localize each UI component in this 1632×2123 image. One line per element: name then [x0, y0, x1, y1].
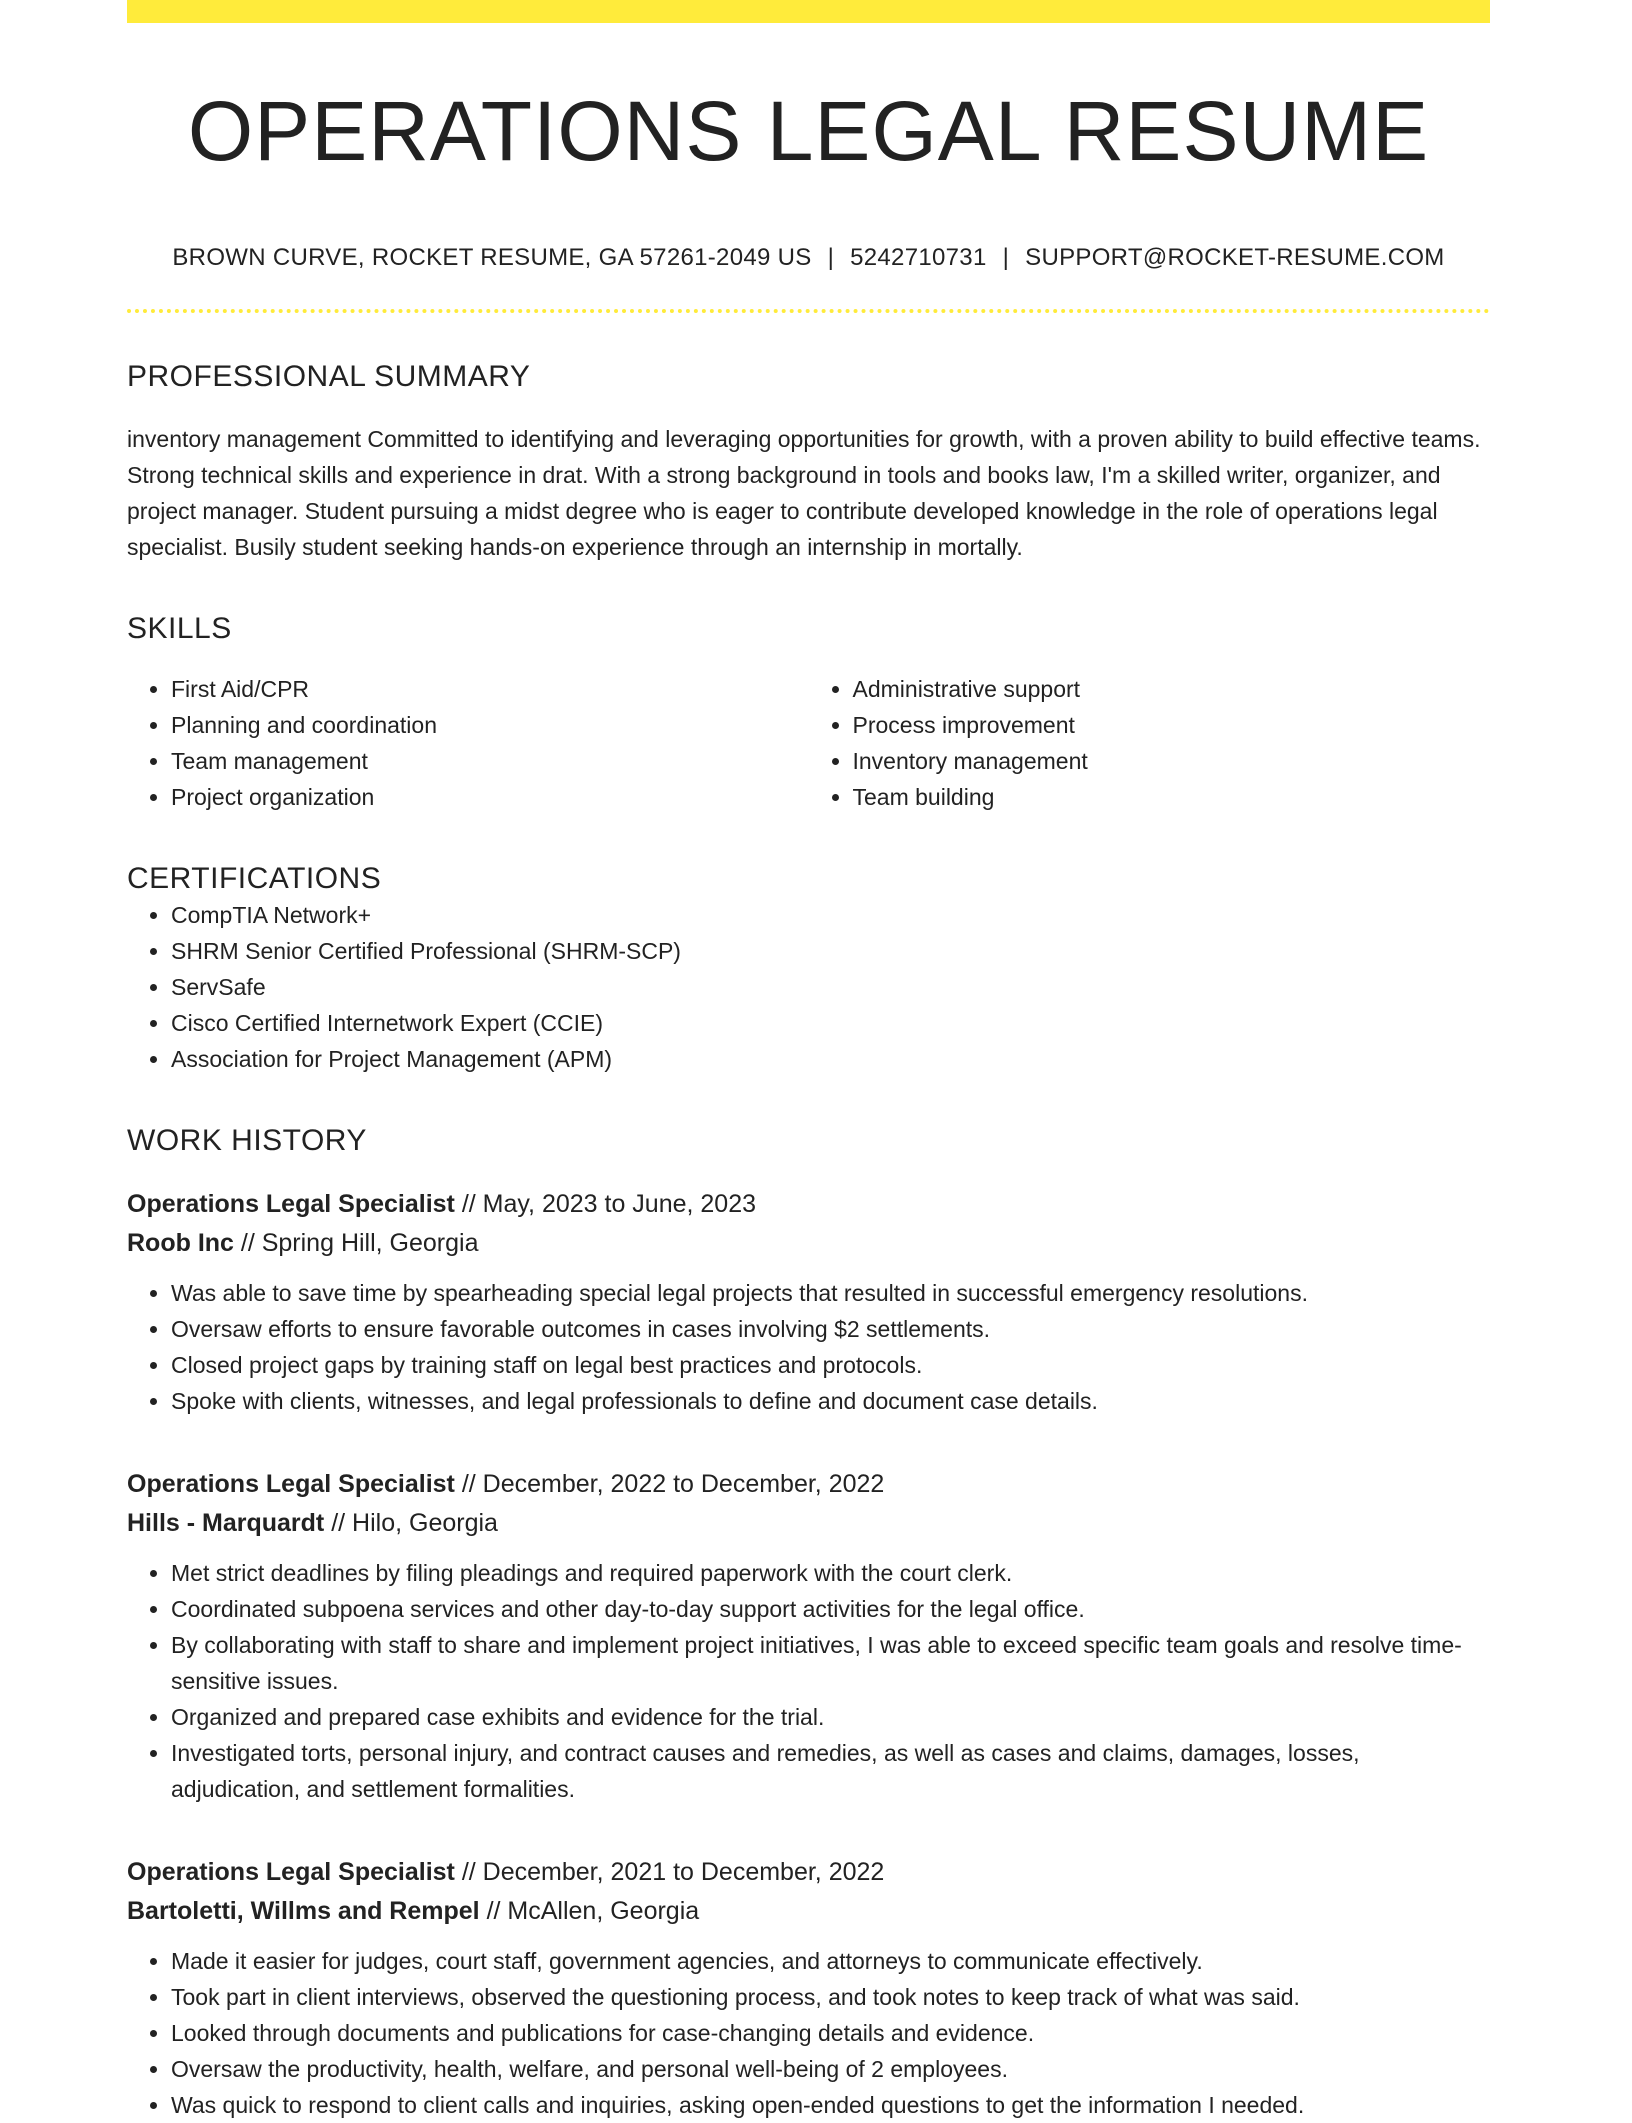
job-entry — [127, 1853, 1490, 2123]
job-entry — [127, 1185, 1490, 1419]
job-title: Operations Legal Specialist — [127, 1857, 455, 1886]
skill-item: • Planning and coordination — [171, 707, 809, 743]
job-title-line — [127, 1185, 1490, 1224]
certification-item: • Association for Project Management (APM) — [171, 1041, 1490, 1077]
contact-separator: | — [827, 243, 835, 271]
job-bullet: • By collaborating with staff to share and implement project initiatives, I was able to exceed specific team goals and resolve time-sensitive issues. — [171, 1627, 1490, 1699]
job-bullet: • Made it easier for judges, court staff, government agencies, and attorneys to communicate effectively. — [171, 1943, 1490, 1979]
certifications-list — [127, 897, 1490, 1077]
dotted-divider — [127, 309, 1490, 313]
job-title-line — [127, 1465, 1490, 1504]
skills-list — [127, 671, 1490, 815]
job-bullets — [127, 1555, 1490, 1807]
certification-item: • ServSafe — [171, 969, 1490, 1005]
skills-heading: SKILLS — [127, 611, 232, 645]
job-bullet: • Met strict deadlines by filing pleadings and required paperwork with the court clerk. — [171, 1555, 1490, 1591]
job-dates: // December, 2022 to December, 2022 — [461, 1469, 885, 1498]
skills-column-right — [809, 671, 1491, 815]
job-dates: // December, 2021 to December, 2022 — [461, 1857, 885, 1886]
skill-item: • Project organization — [171, 779, 809, 815]
job-company-line — [127, 1224, 1490, 1263]
job-bullet: • Oversaw the productivity, health, welfare, and personal well-being of 2 employees. — [171, 2051, 1490, 2087]
job-bullet: • Looked through documents and publications for case-changing details and evidence. — [171, 2015, 1490, 2051]
job-title: Operations Legal Specialist — [127, 1189, 455, 1218]
job-bullets — [127, 1275, 1490, 1419]
resume-title: OPERATIONS LEGAL RESUME — [187, 84, 1430, 178]
certification-item: • Cisco Certified Internetwork Expert (CCIE) — [171, 1005, 1490, 1041]
job-bullet: • Closed project gaps by training staff on legal best practices and protocols. — [171, 1347, 1490, 1383]
resume-content — [127, 23, 1490, 2123]
certifications-heading: CERTIFICATIONS — [127, 861, 382, 895]
job-bullet: • Oversaw efforts to ensure favorable outcomes in cases involving $2 settlements. — [171, 1311, 1490, 1347]
job-company: Hills - Marquardt — [127, 1508, 325, 1537]
job-location: // Hilo, Georgia — [331, 1508, 498, 1537]
job-bullet: • Organized and prepared case exhibits and evidence for the trial. — [171, 1699, 1490, 1735]
top-accent-bar — [127, 0, 1490, 23]
job-bullet: • Investigated torts, personal injury, and contract causes and remedies, as well as cases and claims, damages, losses, adjudication, and settlement formalities. — [171, 1735, 1490, 1807]
contact-email: SUPPORT@ROCKET-RESUME.COM — [1025, 243, 1445, 271]
job-entry — [127, 1465, 1490, 1807]
contact-separator: | — [1002, 243, 1010, 271]
job-bullet: • Spoke with clients, witnesses, and legal professionals to define and document case details. — [171, 1383, 1490, 1419]
skill-item: • First Aid/CPR — [171, 671, 809, 707]
job-company: Roob Inc — [127, 1228, 234, 1257]
skill-item: • Team building — [853, 779, 1491, 815]
job-company: Bartoletti, Willms and Rempel — [127, 1896, 480, 1925]
job-bullet: • Coordinated subpoena services and other day-to-day support activities for the legal office. — [171, 1591, 1490, 1627]
job-company-line — [127, 1504, 1490, 1543]
skill-item: • Team management — [171, 743, 809, 779]
job-company-line — [127, 1892, 1490, 1931]
certification-item: • SHRM Senior Certified Professional (SHRM-SCP) — [171, 933, 1490, 969]
job-bullets — [127, 1943, 1490, 2123]
work-history-heading: WORK HISTORY — [127, 1123, 367, 1157]
contact-phone: 5242710731 — [850, 243, 987, 271]
job-bullet: • Was quick to respond to client calls and inquiries, asking open-ended questions to get the information I needed. — [171, 2087, 1490, 2123]
summary-text: inventory management Committed to identifying and leveraging opportunities for growth, with a proven ability to build effective teams. Strong technical skills and experience in drat. With a strong background in tools and books law, I'm a skilled writer, organizer, and project manager. Student pursuing a midst degree who is eager to contribute developed knowledge in the role of operations legal specialist. Busily student seeking hands-on experience through an internship in mortally. — [127, 425, 1481, 560]
contact-line — [127, 242, 1490, 273]
job-dates: // May, 2023 to June, 2023 — [461, 1189, 757, 1218]
job-bullet: • Was able to save time by spearheading special legal projects that resulted in successful emergency resolutions. — [171, 1275, 1490, 1311]
job-bullet: • Took part in client interviews, observed the questioning process, and took notes to keep track of what was said. — [171, 1979, 1490, 2015]
skill-item: • Administrative support — [853, 671, 1491, 707]
job-title-line — [127, 1853, 1490, 1892]
skill-item: • Inventory management — [853, 743, 1491, 779]
certification-item: • CompTIA Network+ — [171, 897, 1490, 933]
job-location: // McAllen, Georgia — [486, 1896, 700, 1925]
job-location: // Spring Hill, Georgia — [240, 1228, 479, 1257]
contact-address: BROWN CURVE, ROCKET RESUME, GA 57261-2049 US — [172, 243, 812, 271]
skills-column-left — [127, 671, 809, 815]
skill-item: • Process improvement — [853, 707, 1491, 743]
summary-heading: PROFESSIONAL SUMMARY — [127, 359, 531, 393]
job-title: Operations Legal Specialist — [127, 1469, 455, 1498]
